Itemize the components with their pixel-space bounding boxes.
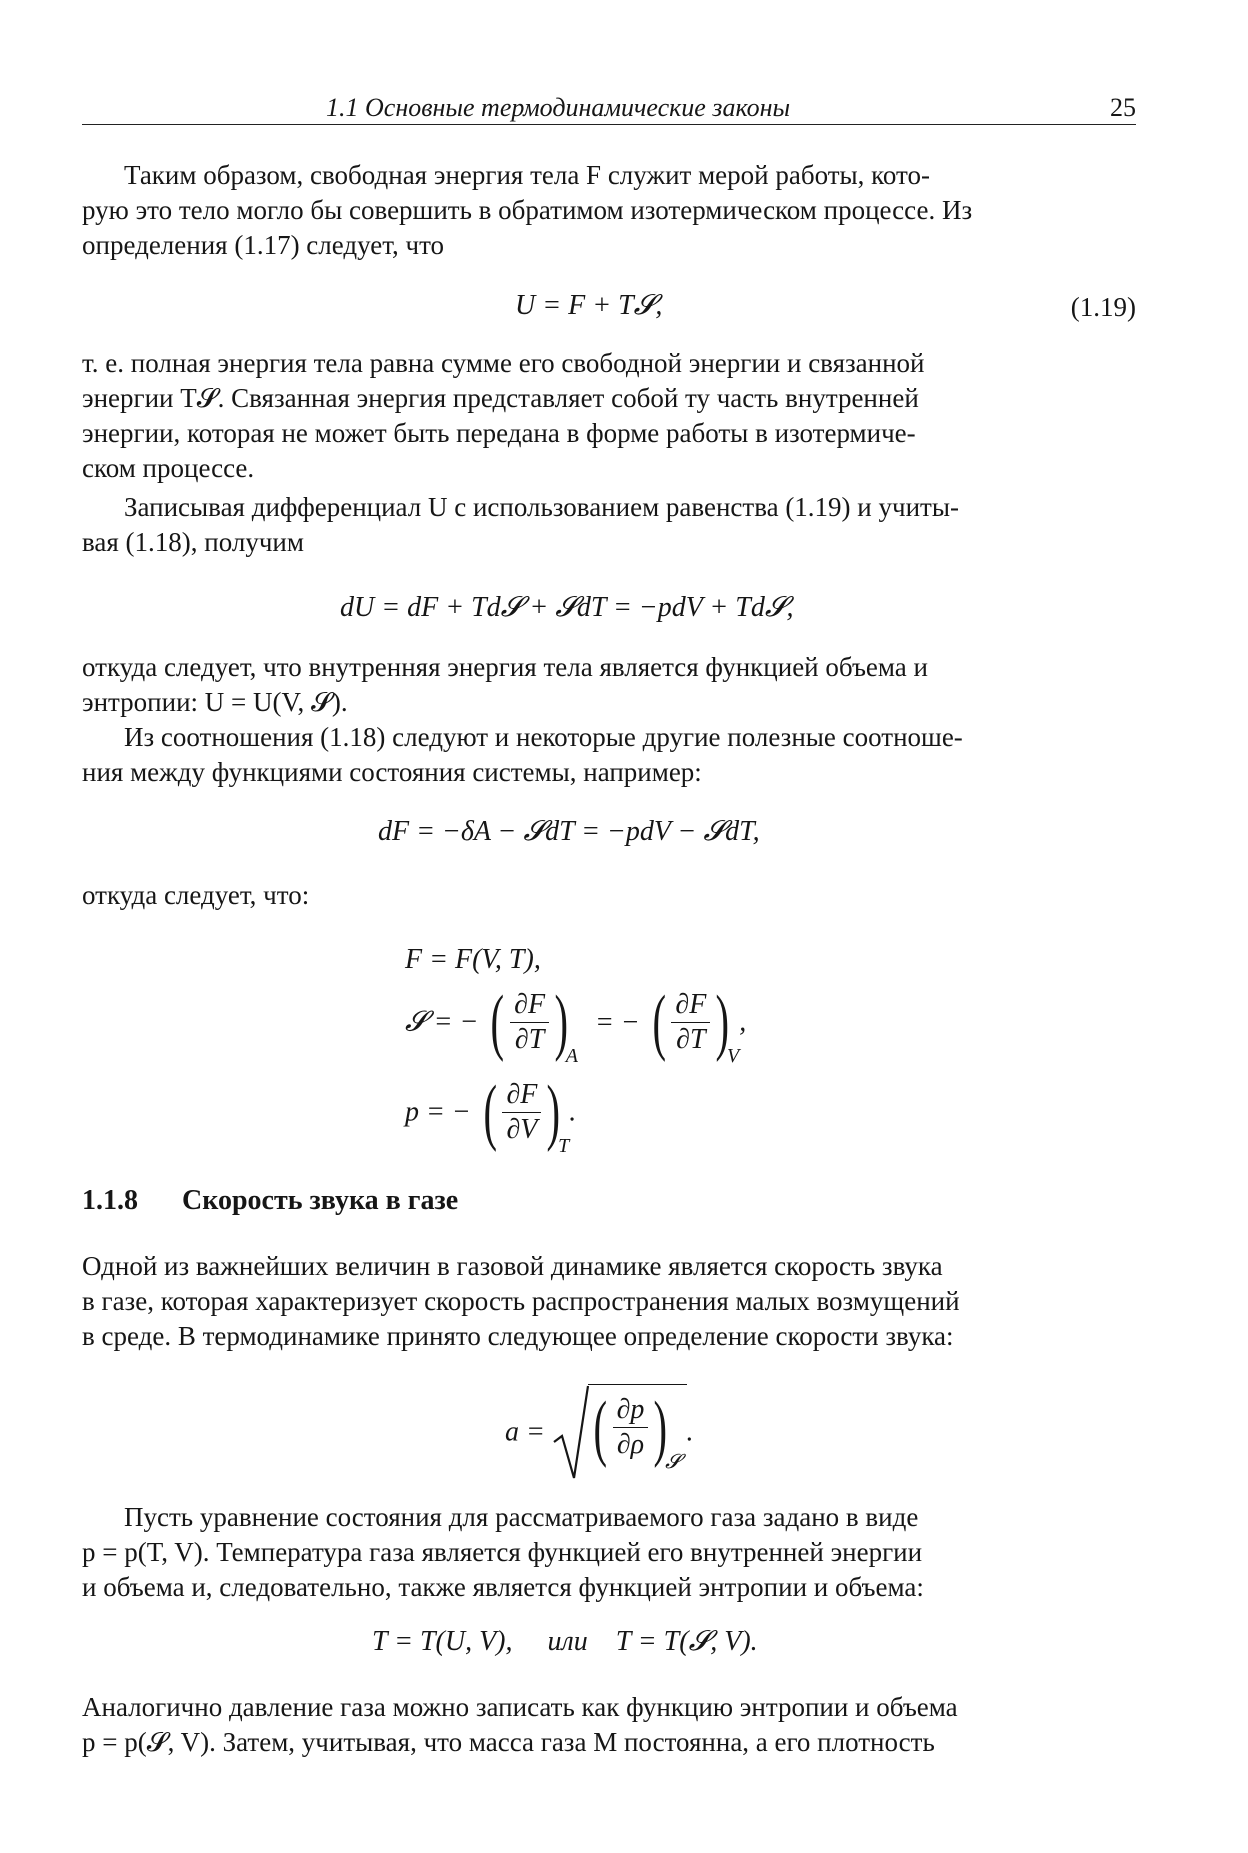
text-line: Одной из важнейших величин в газовой динамике является скорость звука [82, 1251, 943, 1281]
denominator: ∂T [514, 1023, 545, 1055]
text-line: рую это тело могло бы совершить в обратимом изотермическом процессе. Из [82, 195, 973, 225]
paragraph-8 [82, 1500, 1136, 1605]
subscript: A [565, 1045, 578, 1068]
paragraph-7 [82, 1249, 1136, 1354]
fraction-dF-dV [502, 1078, 541, 1147]
text-line: и объема и, следовательно, также является функцией энтропии и объема: [82, 1572, 924, 1602]
fraction-dF-dT [510, 988, 549, 1057]
text-line: p = p(𝓢, V). Затем, учитывая, что масса газа M постоянна, а его плотность [82, 1727, 935, 1757]
page-number: 25 [1110, 93, 1136, 122]
equation-sound-speed [505, 1382, 694, 1482]
denominator: ∂ρ [616, 1429, 645, 1461]
period: . [686, 1416, 694, 1448]
pressure-lhs: p = − [405, 1096, 471, 1128]
text-line: вая (1.18), получим [82, 527, 304, 557]
page-header [82, 90, 1136, 125]
text-line: откуда следует, что: [82, 880, 310, 910]
equation-entropy [405, 981, 747, 1075]
text-line: энергии, которая не может быть передана в форме работы в изотермиче- [82, 418, 916, 448]
period: . [569, 1096, 577, 1128]
section-heading [82, 1183, 458, 1218]
text-line: Записывая дифференциал U с использованием равенства (1.19) и учиты- [124, 492, 959, 522]
text-line: Таким образом, свободная энергия тела F служит мерой работы, кото- [124, 160, 930, 190]
text-line: ния между функциями состояния системы, например: [82, 757, 702, 787]
equation-pressure [405, 1071, 577, 1165]
numerator: ∂F [671, 988, 710, 1023]
equation-number: (1.19) [1070, 292, 1136, 322]
equation-dU: dU = dF + Td𝓢 + 𝓢dT = −pdV + Td𝓢, [340, 592, 794, 623]
text-line: p = p(T, V). Температура газа является функцией его внутренней энергии [82, 1537, 923, 1567]
subscript: T [558, 1135, 570, 1158]
left-paren-icon: ( [491, 981, 505, 1063]
text-line: в газе, которая характеризует скорость распространения малых возмущений [82, 1286, 960, 1316]
paragraph-5 [82, 720, 1136, 790]
text-line: ском процессе. [82, 453, 255, 483]
paragraph-9 [82, 1690, 1136, 1760]
text-line: энтропии: U = U(V, 𝓢). [82, 687, 348, 717]
left-paren-icon: ( [652, 981, 666, 1063]
equation-temperature: T = T(U, V), или T = T(𝓢, V). [372, 1626, 758, 1657]
sqrt-body [588, 1384, 687, 1480]
denominator: ∂V [506, 1113, 538, 1145]
text-line: Аналогично давление газа можно записать как функцию энтропии и объема [82, 1692, 958, 1722]
fraction-dp-drho [613, 1393, 649, 1462]
subscript: 𝓢 [665, 1451, 681, 1474]
entropy-lhs: 𝓢 = − [405, 1006, 479, 1038]
numerator: ∂F [510, 988, 549, 1023]
text-line: т. е. полная энергия тела равна сумме его свободной энергии и связанной [82, 348, 925, 378]
numerator: ∂F [502, 1078, 541, 1113]
equation-F-of-VT: F = F(V, T), [405, 944, 541, 975]
equation-dF: dF = −δA − 𝓢dT = −pdV − 𝓢dT, [378, 816, 760, 847]
text-line: откуда следует, что внутренняя энергия тела является функцией объема и [82, 652, 928, 682]
section-title: Скорость звука в газе [182, 1185, 459, 1216]
right-paren-icon: ) [715, 981, 730, 1063]
equals-minus: = − [594, 1006, 640, 1038]
numerator: ∂p [613, 1393, 649, 1428]
left-paren-icon: ( [483, 1071, 497, 1153]
text-line: Из соотношения (1.18) следуют и некоторые другие полезные соотноше- [124, 722, 963, 752]
paragraph-4 [82, 650, 1136, 720]
paragraph-1 [82, 158, 1136, 263]
equation-1-19: U = F + T𝓢, [515, 290, 663, 321]
running-head: 1.1 Основные термодинамические законы [326, 93, 791, 122]
text-line: в среде. В термодинамике принято следующее определение скорости звука: [82, 1321, 954, 1351]
left-paren-icon: ( [593, 1386, 608, 1469]
denominator: ∂T [676, 1023, 706, 1055]
right-paren-icon: ) [554, 981, 569, 1063]
right-paren-icon: ) [653, 1386, 668, 1469]
paragraph-3 [82, 490, 1136, 560]
subscript: V [727, 1045, 740, 1068]
text-line: Пусть уравнение состояния для рассматриваемого газа задано в виде [124, 1502, 919, 1532]
paragraph-2 [82, 346, 1136, 486]
text-line: определения (1.17) следует, что [82, 230, 445, 260]
fraction-dF-dT [671, 988, 710, 1057]
text-line: энергии T𝓢. Связанная энергия представляет собой ту часть внутренней [82, 383, 919, 413]
section-number: 1.1.8 [82, 1185, 138, 1216]
comma: , [739, 1006, 747, 1038]
right-paren-icon: ) [546, 1071, 561, 1153]
sqrt-radical-icon [552, 1382, 590, 1482]
sound-speed-lhs: a = [505, 1416, 545, 1448]
paragraph-6 [82, 878, 1136, 913]
